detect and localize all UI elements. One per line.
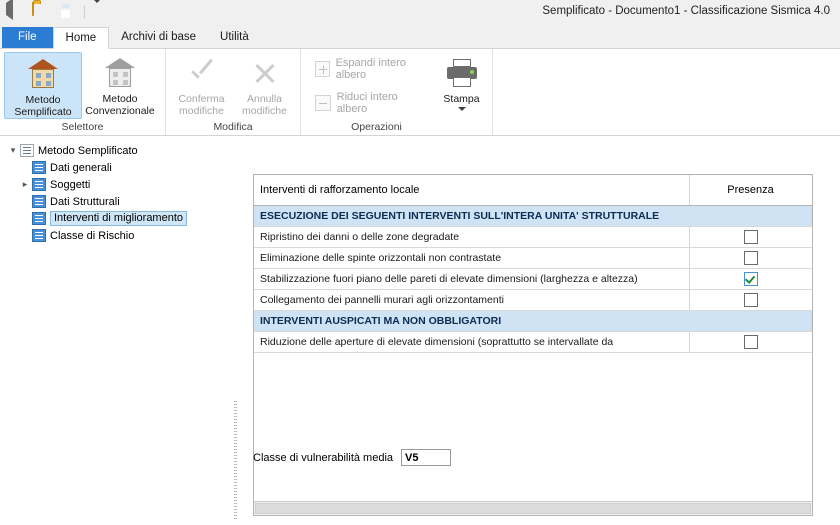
sidebar-item-classe-di-rischio[interactable] xyxy=(6,227,232,244)
tree-root-label: Metodo Semplificato xyxy=(38,144,138,157)
undo-icon[interactable] xyxy=(6,3,24,21)
sidebar-item-soggetti[interactable] xyxy=(6,176,232,193)
document-icon xyxy=(20,144,34,157)
sidebar-item-dati-generali[interactable] xyxy=(6,159,232,176)
column-header-interventi[interactable]: Interventi di rafforzamento locale xyxy=(254,175,689,206)
presenza-checkbox[interactable] xyxy=(744,251,758,265)
stampa-button[interactable] xyxy=(435,52,488,111)
expand-tree-icon xyxy=(315,61,330,77)
row-label-collegamento: Collegamento dei pannelli murari agli orizzontamenti xyxy=(254,290,689,311)
ribbon-tab-bar xyxy=(0,26,840,49)
row-label-stabilizzazione: Stabilizzazione fuori piano delle pareti di elevate dimensioni (larghezza e altezza) xyxy=(254,269,689,290)
customize-qat-icon[interactable] xyxy=(93,3,111,21)
table-row[interactable] xyxy=(254,248,812,269)
document-blue-icon xyxy=(32,229,46,242)
table-header-row xyxy=(254,175,812,206)
sidebar-item-interventi-di-miglioramento[interactable] xyxy=(6,210,232,227)
annulla-modifiche-button[interactable] xyxy=(233,52,296,117)
splitter-grip[interactable] xyxy=(234,401,237,521)
document-blue-icon xyxy=(32,161,46,174)
ribbon-group-operazioni xyxy=(301,49,493,135)
cancel-icon xyxy=(248,56,282,90)
section-label-auspicati: INTERVENTI AUSPICATI MA NON OBBLIGATORI xyxy=(254,311,812,332)
row-checkbox-cell[interactable] xyxy=(689,269,812,290)
metodo-semplificato-label-line1: Metodo xyxy=(25,94,61,106)
title-bar xyxy=(0,0,840,26)
conferma-modifiche-label-line2: modifiche xyxy=(179,105,224,117)
metodo-convenzionale-label-line1: Metodo xyxy=(102,93,138,105)
ribbon-group-operazioni-label: Operazioni xyxy=(351,121,402,133)
row-checkbox-cell[interactable] xyxy=(689,248,812,269)
table-empty-space xyxy=(254,353,812,501)
riduci-intero-albero-label: Riduci intero albero xyxy=(336,91,398,115)
riduci-intero-albero-button[interactable] xyxy=(309,91,435,115)
house-gray-icon xyxy=(103,56,137,90)
tab-home[interactable]: Home xyxy=(53,27,110,49)
metodo-semplificato-button[interactable] xyxy=(4,52,82,119)
printer-icon xyxy=(445,56,479,90)
annulla-modifiche-label-line2: modifiche xyxy=(242,105,287,117)
save-icon[interactable] xyxy=(58,3,76,21)
table-row[interactable] xyxy=(254,332,812,353)
table-horizontal-scrollbar[interactable] xyxy=(254,501,812,515)
row-label-ripristino: Ripristino dei danni o delle zone degradate xyxy=(254,227,689,248)
row-checkbox-cell[interactable] xyxy=(689,332,812,353)
metodo-semplificato-label-line2: Semplificato xyxy=(14,106,72,118)
document-blue-icon xyxy=(32,178,46,191)
table-section-row xyxy=(254,206,812,227)
row-checkbox-cell[interactable] xyxy=(689,290,812,311)
column-header-presenza[interactable]: Presenza xyxy=(689,175,812,206)
chevron-collapsed-icon[interactable]: ▸ xyxy=(22,179,28,189)
presenza-checkbox-checked[interactable] xyxy=(744,272,758,286)
presenza-checkbox[interactable] xyxy=(744,335,758,349)
tree-root[interactable] xyxy=(6,142,232,159)
ribbon-group-selettore xyxy=(0,49,166,135)
sidebar-item-label-dati-strutturali: Dati Strutturali xyxy=(50,195,120,208)
row-label-eliminazione-spinte: Eliminazione delle spinte orizzontali non contrastate xyxy=(254,248,689,269)
ribbon-group-selettore-label: Selettore xyxy=(61,121,104,133)
table-row[interactable] xyxy=(254,227,812,248)
chevron-expanded-icon[interactable]: ▾ xyxy=(10,145,16,155)
presenza-checkbox[interactable] xyxy=(744,293,758,307)
table-row[interactable] xyxy=(254,290,812,311)
tab-utilita[interactable]: Utilità xyxy=(220,31,249,43)
pane-splitter[interactable] xyxy=(232,136,239,525)
ribbon xyxy=(0,49,840,136)
check-icon xyxy=(185,56,219,90)
toolbar-divider xyxy=(84,5,85,19)
stampa-label: Stampa xyxy=(443,93,480,105)
sidebar-item-label-interventi-di-miglioramento: Interventi di miglioramento xyxy=(50,211,187,226)
document-blue-icon xyxy=(32,212,46,225)
navigation-tree xyxy=(0,136,232,525)
scrollbar-thumb[interactable] xyxy=(255,503,811,514)
document-blue-icon xyxy=(32,195,46,208)
window-title: Semplificato - Documento1 - Classificazione Sismica 4.0 xyxy=(542,5,830,17)
sidebar-item-dati-strutturali[interactable] xyxy=(6,193,232,210)
metodo-convenzionale-button[interactable] xyxy=(82,52,158,117)
conferma-modifiche-button[interactable] xyxy=(170,52,233,117)
row-label-riduzione-aperture: Riduzione delle aperture di elevate dimensioni (soprattutto se intervallate da xyxy=(254,332,689,353)
ribbon-group-modifica-label: Modifica xyxy=(213,121,253,133)
quick-access-toolbar xyxy=(6,3,111,21)
table-section-row xyxy=(254,311,812,332)
chevron-down-icon[interactable] xyxy=(458,107,466,111)
section-label-esecuzione: ESECUZIONE DEI SEGUENTI INTERVENTI SULL'INTERA UNITA' STRUTTURALE xyxy=(254,206,812,227)
espandi-intero-albero-button[interactable] xyxy=(309,57,435,81)
collapse-tree-icon xyxy=(315,95,331,111)
main-area xyxy=(0,136,840,525)
row-checkbox-cell[interactable] xyxy=(689,227,812,248)
annulla-modifiche-label-line1: Annulla xyxy=(246,93,283,105)
open-icon[interactable] xyxy=(32,3,50,21)
presenza-checkbox[interactable] xyxy=(744,230,758,244)
tab-archivi-di-base[interactable]: Archivi di base xyxy=(121,31,197,43)
sidebar-item-label-soggetti: Soggetti xyxy=(50,178,91,191)
vulnerability-label: Classe di vulnerabilità media xyxy=(253,451,394,464)
tab-file[interactable]: File xyxy=(2,27,53,48)
conferma-modifiche-label-line1: Conferma xyxy=(178,93,225,105)
table-row[interactable] xyxy=(254,269,812,290)
sidebar-item-label-dati-generali: Dati generali xyxy=(50,161,112,174)
house-icon xyxy=(26,57,60,91)
espandi-intero-albero-label: Espandi intero albero xyxy=(335,57,406,81)
metodo-convenzionale-label-line2: Convenzionale xyxy=(85,105,155,117)
vulnerability-value-field[interactable] xyxy=(401,449,451,466)
content-pane xyxy=(239,136,840,525)
vulnerability-row xyxy=(253,449,451,466)
sidebar-item-label-classe-di-rischio: Classe di Rischio xyxy=(50,229,135,242)
